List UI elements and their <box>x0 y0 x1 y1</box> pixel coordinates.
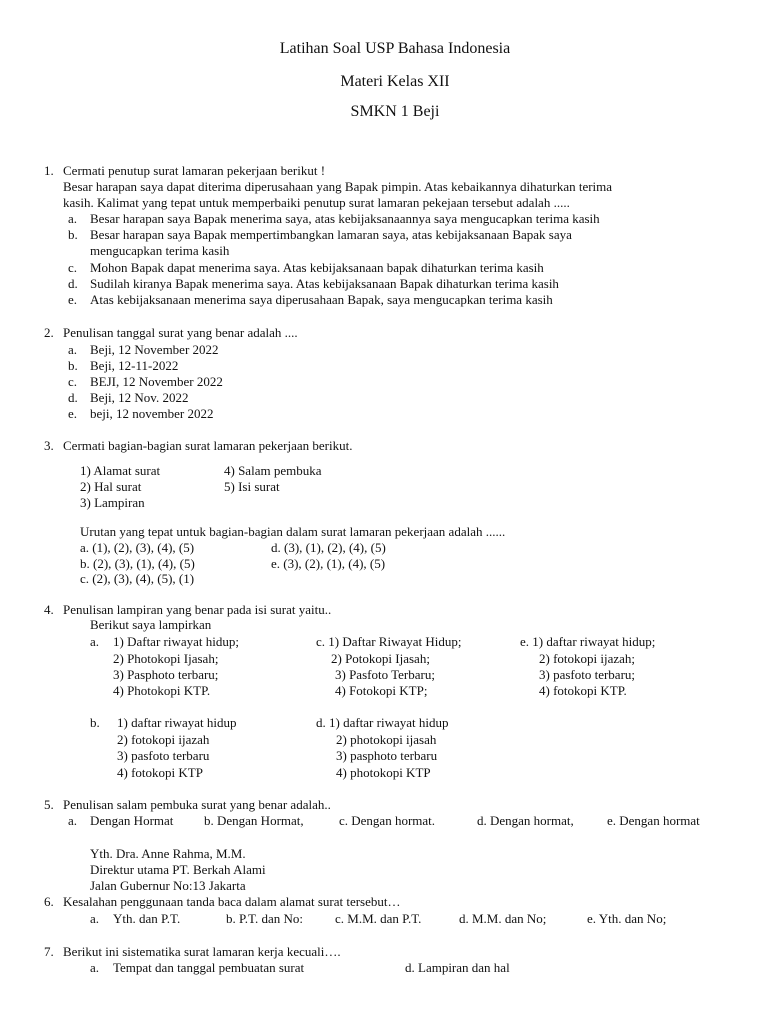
option-c: c. (2), (3), (4), (5), (1) <box>80 571 195 586</box>
option-e-item: e. 1) daftar riwayat hidup; <box>520 634 656 649</box>
question-context: kasih. Kalimat yang tepat untuk memperbaiki penutup surat lamaran pekejaan tersebut adalah ..... <box>63 195 570 210</box>
option-c: c. Dengan hormat. <box>339 813 436 828</box>
question-number: 3. <box>44 438 54 453</box>
question-number: 7. <box>44 944 54 959</box>
option-b: b. (2), (3), (1), (4), (5) <box>80 556 195 571</box>
option-marker: c. <box>68 374 78 389</box>
address-line: Yth. Dra. Anne Rahma, M.M. <box>90 846 246 861</box>
option-marker: b. <box>68 227 78 242</box>
option-b-item: 2) fotokopi ijazah <box>117 732 210 747</box>
option-c-item: 3) Pasfoto Terbaru; <box>335 667 435 682</box>
option-e: e. Yth. dan No; <box>587 911 667 926</box>
option-e: e. Dengan hormat <box>607 813 700 828</box>
option-marker: b. <box>68 358 78 373</box>
option-d: d. Dengan hormat, <box>477 813 574 828</box>
option-a: Beji, 12 November 2022 <box>90 342 219 357</box>
question-text: Cermati bagian-bagian surat lamaran pekerjaan berikut. <box>63 438 353 453</box>
question-intro: Berikut saya lampirkan <box>90 617 212 632</box>
option-a: Yth. dan P.T. <box>113 911 181 926</box>
option-e-item: 4) fotokopi KTP. <box>539 683 627 698</box>
option-b: Besar harapan saya Bapak mempertimbangkan lamaran saya, atas kebijaksanaan Bapak saya <box>90 227 572 242</box>
option-marker: d. <box>68 276 78 291</box>
option-c-item: 2) Potokopi Ijasah; <box>331 651 430 666</box>
option-b-item: 4) fotokopi KTP <box>117 765 203 780</box>
question-number: 6. <box>44 894 54 909</box>
option-e: beji, 12 november 2022 <box>90 406 214 421</box>
option-b: Beji, 12-11-2022 <box>90 358 179 373</box>
option-d-item: 4) photokopi KTP <box>336 765 431 780</box>
option-d: d. M.M. dan No; <box>459 911 547 926</box>
option-b-item: 1) daftar riwayat hidup <box>117 715 237 730</box>
option-marker: c. <box>68 260 78 275</box>
option-marker: a. <box>68 342 78 357</box>
option-e: e. (3), (2), (1), (4), (5) <box>271 556 386 571</box>
option-marker: a. <box>68 211 78 226</box>
option-c: c. M.M. dan P.T. <box>335 911 422 926</box>
option-a-item: 2) Photokopi Ijasah; <box>113 651 219 666</box>
question-text: Penulisan salam pembuka surat yang benar adalah.. <box>63 797 331 812</box>
option-e: Atas kebijaksanaan menerima saya diperusahaan Bapak, saya mengucapkan terima kasih <box>90 292 553 307</box>
question-number: 2. <box>44 325 54 340</box>
option-d-item: 2) photokopi ijasah <box>336 732 437 747</box>
option-d: d. Lampiran dan hal <box>405 960 510 975</box>
option-c-item: 4) Fotokopi KTP; <box>335 683 428 698</box>
school-name: SMKN 1 Beji <box>350 103 440 120</box>
question-text: Cermati penutup surat lamaran pekerjaan berikut ! <box>63 163 326 178</box>
option-marker: d. <box>68 390 78 405</box>
option-marker: e. <box>68 292 78 307</box>
option-a-item: 4) Photokopi KTP. <box>113 683 211 698</box>
question-context: Besar harapan saya dapat diterima diperusahaan yang Bapak pimpin. Atas kebaikannya dihaturkan terima <box>63 179 613 194</box>
option-b-continued: mengucapkan terima kasih <box>90 243 230 258</box>
option-a-item: 3) Pasphoto terbaru; <box>113 667 219 682</box>
option-marker: a. <box>68 813 78 828</box>
address-line: Direktur utama PT. Berkah Alami <box>90 862 266 877</box>
option-b-item: 3) pasfoto terbaru <box>117 748 210 763</box>
option-d-item: 3) pasphoto terbaru <box>336 748 438 763</box>
option-d: Sudilah kiranya Bapak menerima saya. Atas kebijaksanaan Bapak dihaturkan terima kasih <box>90 276 559 291</box>
option-marker: a. <box>90 960 100 975</box>
letter-part: 5) Isi surat <box>224 479 280 494</box>
option-marker: a. <box>90 634 100 649</box>
question-text: Berikut ini sistematika surat lamaran kerja kecuali…. <box>63 944 341 959</box>
question-text: Kesalahan penggunaan tanda baca dalam alamat surat tersebut… <box>63 894 401 909</box>
option-marker: b. <box>90 715 100 730</box>
question-number: 5. <box>44 797 54 812</box>
option-b: b. Dengan Hormat, <box>204 813 304 828</box>
option-a: Dengan Hormat <box>90 813 174 828</box>
option-e-item: 2) fotokopi ijazah; <box>539 651 636 666</box>
letter-part: 1) Alamat surat <box>80 463 161 478</box>
option-a: Besar harapan saya Bapak menerima saya, atas kebijaksanaannya saya mengucapkan terima kasih <box>90 211 600 226</box>
address-line: Jalan Gubernur No:13 Jakarta <box>90 878 246 893</box>
option-d: Beji, 12 Nov. 2022 <box>90 390 189 405</box>
question-text: Penulisan tanggal surat yang benar adalah .... <box>63 325 298 340</box>
option-a: a. (1), (2), (3), (4), (5) <box>80 540 195 555</box>
question-text: Penulisan lampiran yang benar pada isi surat yaitu.. <box>63 602 332 617</box>
question-number: 1. <box>44 163 54 178</box>
option-marker: e. <box>68 406 78 421</box>
question-prompt: Urutan yang tepat untuk bagian-bagian dalam surat lamaran pekerjaan adalah ...... <box>80 524 506 539</box>
document-title: Latihan Soal USP Bahasa Indonesia <box>279 40 511 57</box>
option-b: b. P.T. dan No: <box>226 911 304 926</box>
option-a-item: 1) Daftar riwayat hidup; <box>113 634 239 649</box>
letter-part: 2) Hal surat <box>80 479 142 494</box>
option-e-item: 3) pasfoto terbaru; <box>539 667 636 682</box>
option-d-item: d. 1) daftar riwayat hidup <box>316 715 449 730</box>
option-marker: a. <box>90 911 100 926</box>
option-d: d. (3), (1), (2), (4), (5) <box>271 540 386 555</box>
letter-part: 3) Lampiran <box>80 495 145 510</box>
question-number: 4. <box>44 602 54 617</box>
option-c-item: c. 1) Daftar Riwayat Hidup; <box>316 634 462 649</box>
option-c: Mohon Bapak dapat menerima saya. Atas kebijaksanaan bapak dihaturkan terima kasih <box>90 260 544 275</box>
document-subtitle: Materi Kelas XII <box>340 73 450 90</box>
option-a: Tempat dan tanggal pembuatan surat <box>113 960 305 975</box>
option-c: BEJI, 12 November 2022 <box>90 374 223 389</box>
letter-part: 4) Salam pembuka <box>224 463 322 478</box>
